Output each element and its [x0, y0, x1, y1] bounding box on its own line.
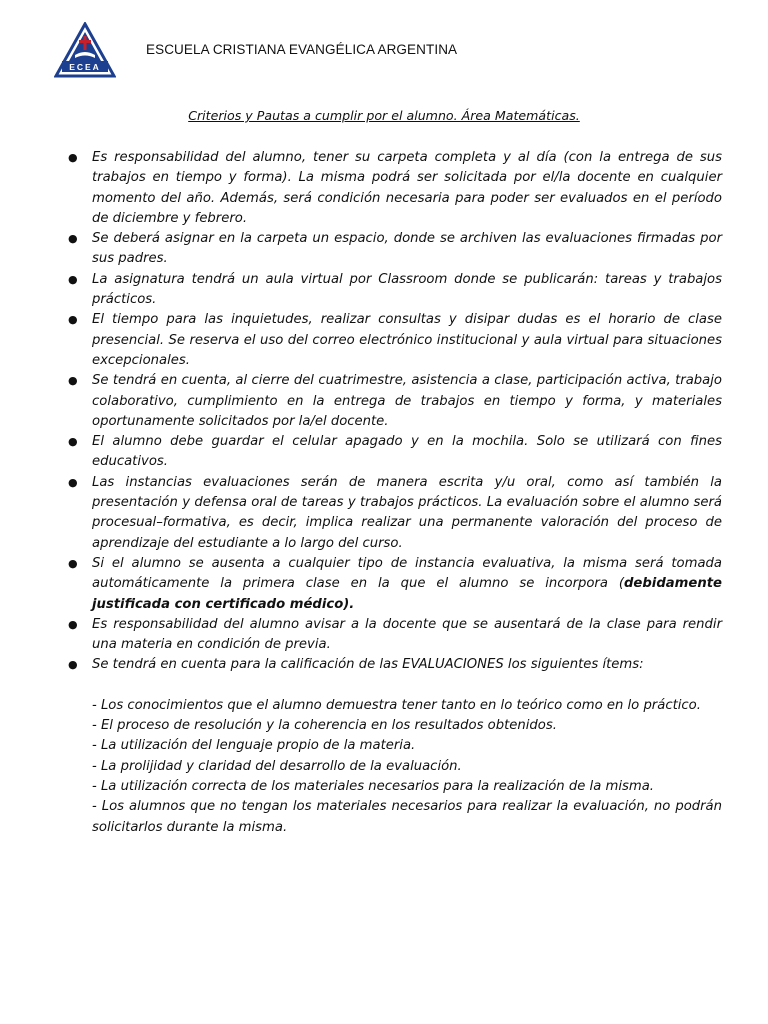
- criteria-item: [68, 432, 722, 473]
- criteria-item: [68, 554, 722, 615]
- bullet-icon: ●: [68, 374, 78, 388]
- bullet-icon: ●: [68, 313, 78, 327]
- criteria-text: El alumno debe guardar el celular apagado y en la mochila. Solo se utilizará con fines educativos.: [92, 434, 722, 470]
- bullet-icon: ●: [68, 272, 78, 286]
- bullet-icon: ●: [68, 556, 78, 570]
- criteria-item: [68, 615, 722, 656]
- evaluation-item: - Los alumnos que no tengan los materiales necesarios para realizar la evaluación, no podrán solicitarlos durante la misma.: [92, 799, 722, 835]
- evaluation-item: - La prolijidad y claridad del desarrollo de la evaluación.: [92, 758, 462, 774]
- criteria-item: [68, 473, 722, 554]
- criteria-text: Se tendrá en cuenta, al cierre del cuatrimestre, asistencia a clase, participación activa, trabajo colaborativo, cumplimiento en la entrega de trabajos en tiempo y forma, y materiales oportunamente solicitados por la/el docente.: [92, 373, 722, 429]
- criteria-item: [68, 310, 722, 371]
- criteria-item: [68, 229, 722, 270]
- bullet-icon: ●: [68, 658, 78, 672]
- bullet-icon: ●: [68, 617, 78, 631]
- school-name: ESCUELA CRISTIANA EVANGÉLICA ARGENTINA: [146, 42, 458, 57]
- criteria-text: Las instancias evaluaciones serán de manera escrita y/u oral, como así también la presentación y defensa oral de tareas y trabajos prácticos. La evaluación sobre el alumno será procesual–formativa, es decir, implica realizar una permanente valoración del proceso de aprendizaje del estudiante a lo largo del curso.: [92, 474, 722, 551]
- criteria-text: Es responsabilidad del alumno, tener su carpeta completa y al día (con la entrega de sus trabajos en tiempo y forma). La misma podrá ser solicitada por el/la docente en cualquier momento del año. Además, será condición necesaria para poder ser evaluados en el período de diciembre y febrero.: [92, 150, 722, 226]
- document-title: Criterios y Pautas a cumplir por el alumno. Área Matemáticas.: [188, 108, 580, 123]
- letterhead: [54, 22, 714, 82]
- criteria-text: El tiempo para las inquietudes, realizar consultas y disipar dudas es el horario de clase presencial. Se reserva el uso del correo electrónico institucional y aula virtual para situaciones excepcionales.: [92, 312, 722, 368]
- bullet-icon: ●: [68, 151, 78, 164]
- criteria-text-end: .: [349, 596, 355, 612]
- evaluation-item: - Los conocimientos que el alumno demuestra tener tanto en lo teórico como en lo práctico.: [92, 697, 701, 713]
- criteria-item: [68, 655, 722, 675]
- evaluation-item: - El proceso de resolución y la coherencia en los resultados obtenidos.: [92, 718, 557, 734]
- bullet-icon: ●: [68, 435, 78, 449]
- document-body: [68, 148, 722, 838]
- criteria-emphasis: debidamente justificada con certificado médico): [92, 576, 722, 612]
- criteria-item: [68, 371, 722, 432]
- criteria-item: [68, 148, 722, 229]
- evaluation-item: - La utilización del lenguaje propio de la materia.: [92, 738, 416, 754]
- criteria-text: Es responsabilidad del alumno avisar a la docente que se ausentará de la clase para rendir una materia en condición de previa.: [92, 616, 722, 653]
- bullet-icon: ●: [68, 232, 78, 246]
- bullet-icon: ●: [68, 475, 78, 489]
- criteria-list: [68, 148, 722, 676]
- logo-text: ECEA: [69, 62, 101, 72]
- evaluation-item: - La utilización correcta de los materiales necesarios para la realización de la misma.: [92, 778, 654, 794]
- criteria-text: Si el alumno se ausenta a cualquier tipo de instancia evaluativa, la misma será tomada automáticamente la primera clase en la que el alumno se incorpora (: [92, 555, 722, 592]
- criteria-text: La asignatura tendrá un aula virtual por Classroom donde se publicarán: tareas y trabajos prácticos.: [92, 271, 722, 308]
- school-logo: [54, 22, 116, 78]
- spacer: [92, 676, 722, 696]
- criteria-text: Se deberá asignar en la carpeta un espacio, donde se archiven las evaluaciones firmadas por sus padres.: [92, 231, 722, 267]
- criteria-text: Se tendrá en cuenta para la calificación de las EVALUACIONES los siguientes ítems:: [92, 657, 644, 673]
- evaluation-items: [92, 696, 722, 838]
- criteria-item: [68, 270, 722, 311]
